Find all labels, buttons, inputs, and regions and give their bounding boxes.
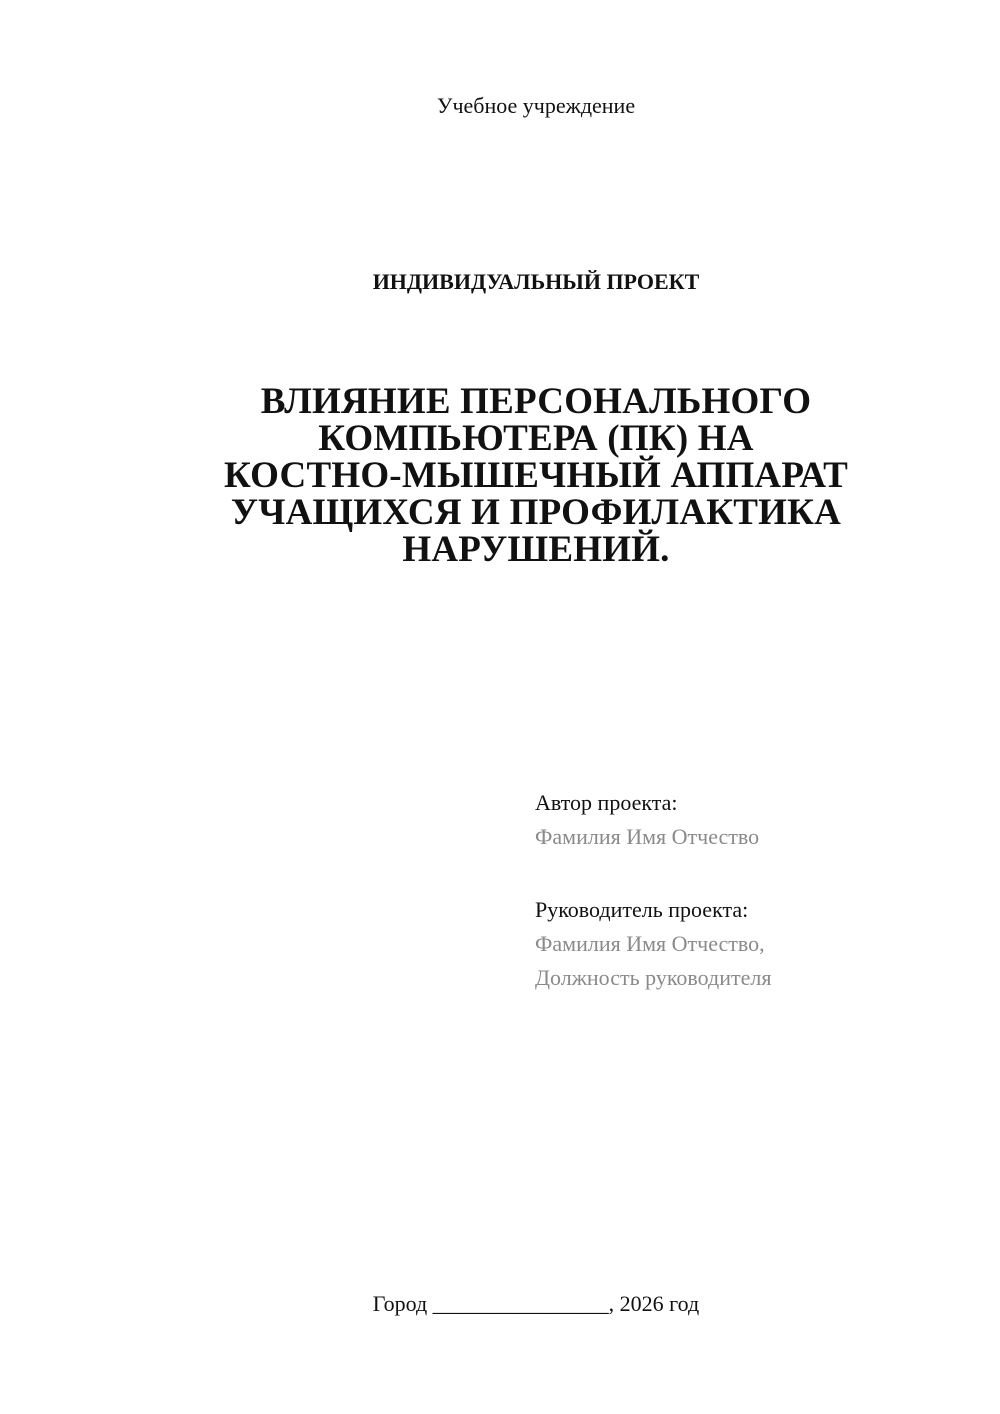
project-title	[200, 383, 872, 568]
project-title-line: НАРУШЕНИЙ.	[402, 529, 670, 570]
project-title-line: УЧАЩИХСЯ И ПРОФИЛАКТИКА	[230, 492, 842, 533]
project-title-line: КОСТНО-МЫШЕЧНЫЙ АППАРАТ	[224, 455, 848, 496]
supervisor-block	[535, 893, 771, 995]
project-type-heading: ИНДИВИДУАЛЬНЫЙ ПРОЕКТ	[372, 269, 700, 294]
institution-name: Учебное учреждение	[436, 93, 636, 118]
author-block	[535, 786, 759, 854]
supervisor-label: Руководитель проекта:	[535, 897, 749, 922]
project-title-line: ВЛИЯНИЕ ПЕРСОНАЛЬНОГО	[260, 381, 812, 422]
author-label: Автор проекта:	[535, 790, 678, 815]
city-year-line: Город ________________, 2026 год	[372, 1291, 700, 1316]
supervisor-position: Должность руководителя	[535, 965, 772, 990]
author-name: Фамилия Имя Отчество	[535, 824, 760, 849]
supervisor-name: Фамилия Имя Отчество,	[535, 931, 765, 956]
project-title-line: КОМПЬЮТЕРА (ПК) НА	[318, 418, 754, 459]
